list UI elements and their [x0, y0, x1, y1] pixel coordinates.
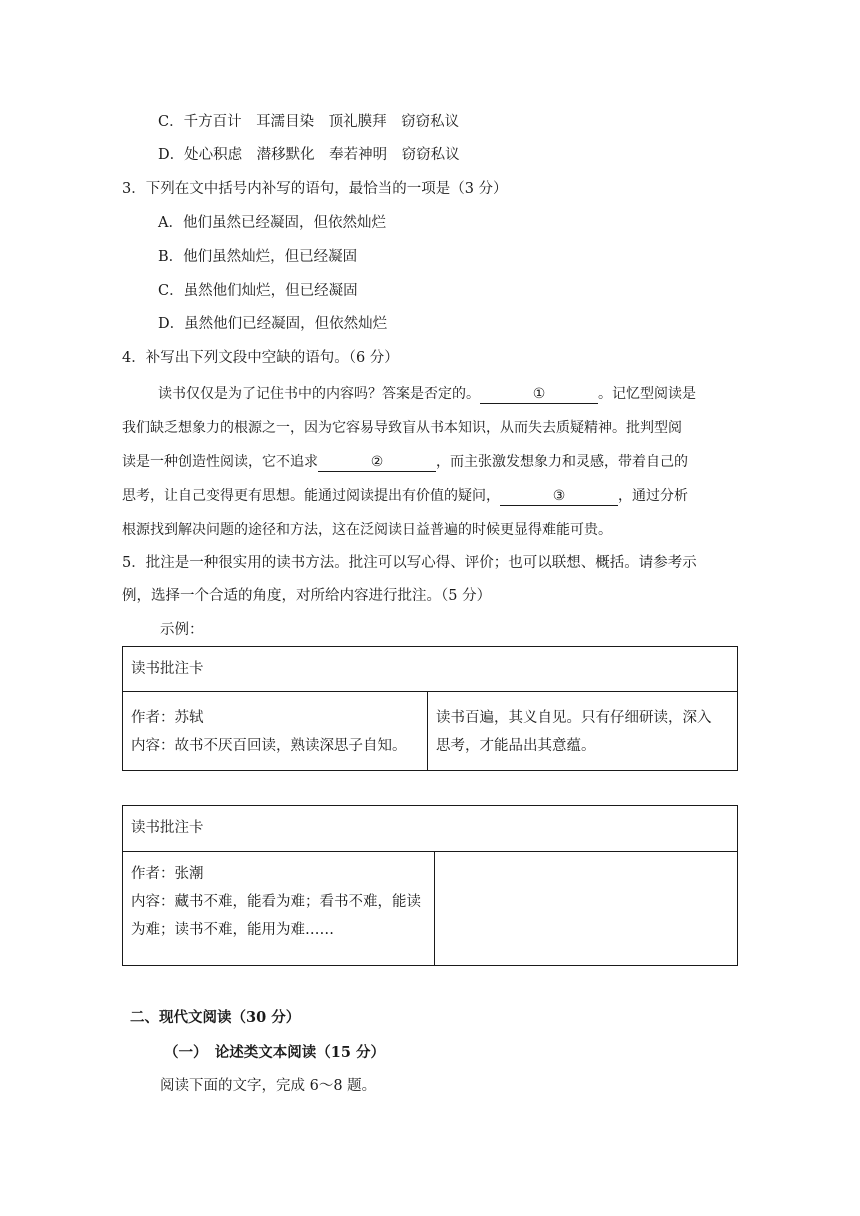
- card-author: 作者：张潮: [131, 866, 204, 882]
- q4-paragraph-line-5: 根源找到解决问题的途径和方法，这在泛阅读日益普遍的时候更显得难能可贵。: [122, 522, 612, 538]
- example-label: 示例：: [160, 622, 204, 638]
- card-title: 读书批注卡: [123, 806, 738, 852]
- example-annotation-card: [122, 646, 738, 771]
- q3-option-c: C．虽然他们灿烂，但已经凝固: [158, 283, 358, 299]
- card-note-line-1: 读书百遍，其义自见。只有仔细研读，深入: [436, 710, 712, 726]
- q3-option-d: D．虽然他们已经凝固，但依然灿烂: [158, 316, 388, 332]
- annotation-answer-cell[interactable]: [435, 852, 738, 966]
- subsection-heading: （一） 论述类文本阅读（15 分）: [164, 1044, 385, 1061]
- blank-2: ②: [318, 454, 436, 472]
- q3-option-a: A．他们虽然已经凝固，但依然灿烂: [158, 215, 386, 231]
- question-5-stem-line-2: 例，选择一个合适的角度，对所给内容进行批注。（5 分）: [122, 588, 492, 604]
- card-note-cell: [428, 692, 738, 771]
- q4-paragraph-line-4: [122, 486, 737, 506]
- question-4-stem: 4．补写出下列文段中空缺的语句。（6 分）: [122, 350, 399, 366]
- option-d: D．处心积虑 潜移默化 奉若神明 窃窃私议: [158, 147, 460, 163]
- q4-text: 读书仅仅是为了记住书中的内容吗？答案是否定的。: [158, 386, 480, 402]
- card-author: 作者：苏轼: [131, 710, 204, 726]
- card-title: 读书批注卡: [123, 647, 738, 692]
- q4-text: 思考，让自己变得更有思想。能通过阅读提出有价值的疑问，: [122, 488, 500, 504]
- option-c: C．千方百计 耳濡目染 顶礼膜拜 窃窃私议: [158, 114, 460, 130]
- q4-text: ，而主张激发想象力和灵感，带着自己的: [436, 454, 688, 470]
- card-content-line-1: 内容：藏书不难，能看为难；看书不难，能读: [131, 894, 421, 910]
- q4-paragraph-line-3: [122, 452, 737, 472]
- card-note-line-2: 思考，才能品出其意蕴。: [436, 738, 596, 754]
- q4-paragraph-line-2: 我们缺乏想象力的根源之一，因为它容易导致盲从书本知识，从而失去质疑精神。批判型阅: [122, 420, 682, 436]
- task-annotation-card: [122, 805, 738, 966]
- q4-text: ，通过分析: [618, 488, 688, 504]
- q4-text: 读是一种创造性阅读，它不追求: [122, 454, 318, 470]
- q4-paragraph-line-1: [158, 384, 773, 404]
- blank-3: ③: [500, 488, 618, 506]
- q3-option-b: B．他们虽然灿烂，但已经凝固: [158, 249, 358, 265]
- q4-text: 。记忆型阅读是: [598, 386, 696, 402]
- card-source-cell: [123, 692, 428, 771]
- card-content-line-2: 为难；读书不难，能用为难……: [131, 922, 334, 938]
- section-heading: 二、现代文阅读（30 分）: [130, 1009, 301, 1026]
- card-content: 内容：故书不厌百回读，熟读深思子自知。: [131, 738, 407, 754]
- section-instruction: 阅读下面的文字，完成 6～8 题。: [160, 1078, 377, 1094]
- question-5-stem-line-1: 5．批注是一种很实用的读书方法。批注可以写心得、评价；也可以联想、概括。请参考示: [122, 555, 697, 571]
- card-source-cell: [123, 852, 435, 966]
- blank-1: ①: [480, 386, 598, 404]
- question-3-stem: 3．下列在文中括号内补写的语句，最恰当的一项是（3 分）: [122, 181, 508, 197]
